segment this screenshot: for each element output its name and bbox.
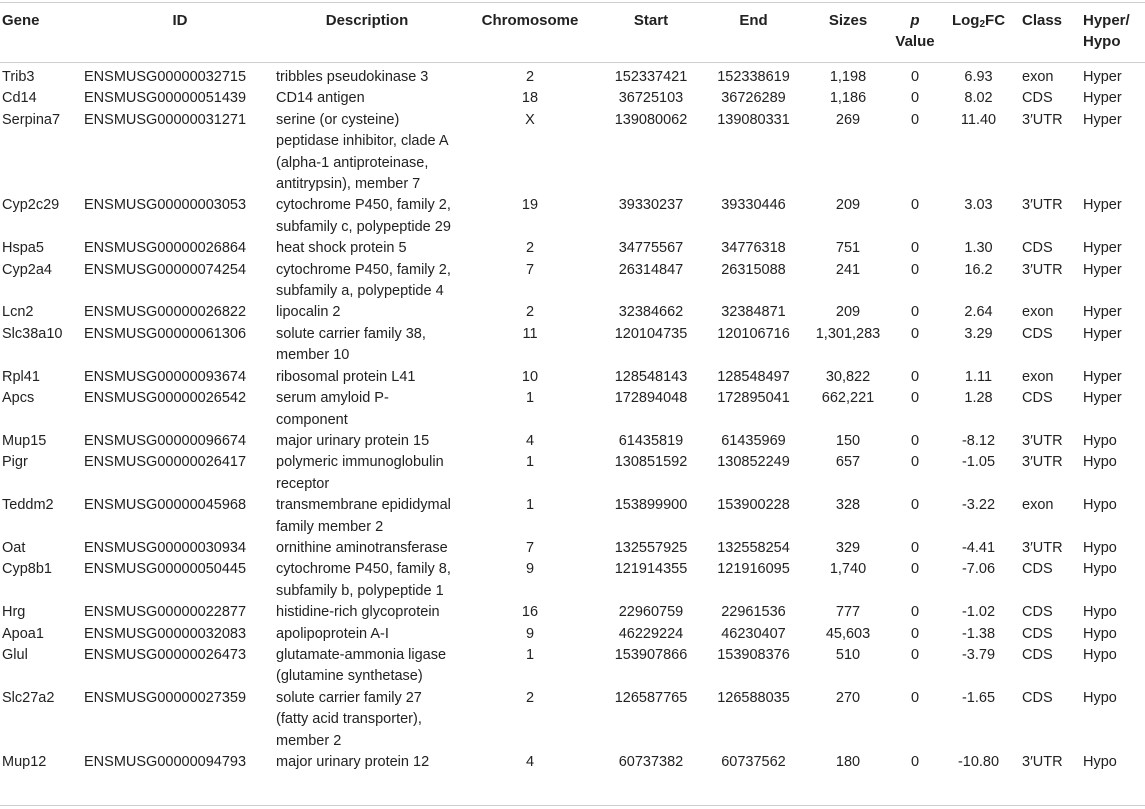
cell-chromosome: 4: [525, 432, 535, 449]
cell-log2fc: -10.80: [957, 754, 1000, 770]
table-row: [0, 367, 1145, 388]
table-row: [0, 495, 1145, 538]
cell-hyper-hypo: Hyper: [1083, 90, 1122, 107]
cell-log2fc: 1.11: [964, 368, 993, 385]
cell-start: 32384662: [618, 304, 684, 321]
cell-class: 3′UTR: [1022, 261, 1063, 278]
cell-gene: Cyp2c29: [2, 197, 60, 214]
cell-gene: Mup15: [2, 432, 47, 449]
cell-hyper-hypo: Hypo: [1083, 454, 1117, 471]
cell-class: CDS: [1022, 689, 1053, 706]
cell-description: tribbles pseudokinase 3: [276, 69, 429, 85]
cell-p-value: 0: [910, 646, 920, 663]
cell-chromosome: X: [525, 111, 535, 128]
cell-log2fc: -1.65: [961, 689, 996, 706]
cell-end: 172895041: [717, 390, 790, 407]
cell-class: exon: [1022, 69, 1054, 85]
cell-gene: Cyp8b1: [2, 561, 52, 578]
cell-hyper-hypo: Hypo: [1083, 646, 1117, 663]
cell-gene: Glul: [2, 646, 28, 663]
cell-class: CDS: [1022, 561, 1053, 578]
cell-class: exon: [1022, 304, 1054, 321]
cell-end: 139080331: [717, 111, 790, 128]
cell-start: 26314847: [618, 261, 684, 278]
cell-end: 61435969: [721, 432, 786, 449]
cell-end: 126588035: [717, 689, 790, 706]
cell-sizes: 180: [835, 754, 861, 770]
table-row: [0, 324, 1145, 367]
cell-sizes: 270: [835, 689, 861, 706]
cell-id: ENSMUSG00000026542: [84, 390, 247, 407]
cell-chromosome: 2: [525, 69, 535, 85]
cell-class: CDS: [1022, 604, 1053, 621]
table-row: [0, 88, 1145, 109]
cell-log2fc: -3.22: [961, 497, 996, 514]
cell-id: ENSMUSG00000027359: [84, 689, 247, 706]
cell-hyper-hypo: Hyper: [1083, 325, 1122, 342]
gene-table: [0, 4, 1145, 773]
cell-start: 36725103: [618, 90, 684, 107]
cell-p-value: 0: [910, 604, 920, 621]
table-row: [0, 538, 1145, 559]
cell-start: 121914355: [614, 561, 688, 578]
cell-hyper-hypo: Hyper: [1083, 69, 1122, 85]
cell-description: serum amyloid P-component: [276, 390, 389, 428]
cell-start: 126587765: [614, 689, 688, 706]
cell-chromosome: 16: [521, 604, 539, 621]
cell-start: 130851592: [614, 454, 688, 471]
header-log-sub: 2: [979, 19, 986, 30]
cell-log2fc: -4.41: [961, 539, 996, 556]
cell-start: 152337421: [614, 69, 688, 85]
cell-hyper-hypo: Hypo: [1083, 604, 1117, 621]
cell-id: ENSMUSG00000094793: [84, 754, 247, 770]
cell-hyper-hypo: Hyper: [1083, 111, 1122, 128]
cell-log2fc: -1.38: [961, 625, 996, 642]
header-sizes: Sizes: [828, 12, 868, 29]
cell-gene: Slc27a2: [2, 689, 55, 706]
cell-p-value: 0: [910, 90, 920, 107]
cell-gene: Teddm2: [2, 497, 54, 514]
cell-log2fc: 3.03: [964, 197, 993, 214]
cell-gene: Lcn2: [2, 304, 34, 321]
cell-chromosome: 19: [521, 197, 539, 214]
cell-p-value: 0: [910, 261, 920, 278]
table-row: [0, 624, 1145, 645]
table-row: [0, 302, 1145, 323]
cell-class: CDS: [1022, 646, 1053, 663]
cell-hyper-hypo: Hyper: [1083, 304, 1122, 321]
table-row: [0, 452, 1145, 495]
cell-gene: Slc38a10: [2, 325, 63, 342]
cell-id: ENSMUSG00000061306: [84, 325, 247, 342]
cell-sizes: 1,186: [829, 90, 867, 107]
cell-description: ornithine aminotransferase: [276, 539, 448, 556]
cell-description: transmembrane epididymal family member 2: [276, 497, 451, 535]
cell-sizes: 209: [835, 304, 861, 321]
cell-end: 39330446: [721, 197, 786, 214]
cell-description: CD14 antigen: [276, 90, 365, 107]
header-log2fc: [935, 4, 1022, 62]
cell-class: 3′UTR: [1022, 539, 1063, 556]
cell-class: exon: [1022, 497, 1054, 514]
cell-p-value: 0: [910, 497, 920, 514]
table-body: [0, 62, 1145, 773]
cell-gene: Hspa5: [2, 240, 44, 257]
cell-start: 153899900: [614, 497, 688, 514]
cell-start: 128548143: [614, 368, 688, 385]
table-row: [0, 431, 1145, 452]
cell-log2fc: 6.93: [964, 69, 993, 85]
cell-gene: Mup12: [2, 754, 47, 770]
top-rule: [0, 2, 1145, 3]
cell-class: 3′UTR: [1022, 754, 1063, 770]
header-class: Class: [1022, 12, 1063, 29]
table-row: [0, 752, 1145, 773]
cell-end: 132558254: [717, 539, 790, 556]
cell-log2fc: -1.05: [961, 454, 996, 471]
cell-sizes: 209: [835, 197, 861, 214]
cell-end: 153900228: [717, 497, 790, 514]
cell-start: 61435819: [618, 432, 684, 449]
cell-gene: Cyp2a4: [2, 261, 52, 278]
cell-p-value: 0: [910, 561, 920, 578]
cell-start: 153907866: [614, 646, 688, 663]
cell-id: ENSMUSG00000093674: [84, 368, 247, 385]
header-start: Start: [633, 12, 669, 29]
cell-end: 153908376: [717, 646, 790, 663]
cell-description: solute carrier family 38, member 10: [276, 325, 426, 364]
cell-p-value: 0: [910, 111, 920, 128]
cell-description: major urinary protein 12: [276, 754, 430, 770]
cell-start: 46229224: [618, 625, 684, 642]
table-row: [0, 645, 1145, 688]
cell-start: 132557925: [614, 539, 688, 556]
header-hyper-line1: Hyper/: [1083, 12, 1130, 29]
cell-sizes: 328: [835, 497, 861, 514]
cell-log2fc: -7.06: [961, 561, 996, 578]
cell-sizes: 777: [835, 604, 861, 621]
header-hyper-line2: Hypo: [1083, 33, 1121, 50]
cell-class: 3′UTR: [1022, 111, 1063, 128]
cell-log2fc: -8.12: [961, 432, 996, 449]
cell-description: ribosomal protein L41: [276, 368, 416, 385]
cell-gene: Rpl41: [2, 368, 40, 385]
cell-p-value: 0: [910, 69, 920, 85]
cell-end: 130852249: [717, 454, 790, 471]
table-row: [0, 559, 1145, 602]
cell-chromosome: 1: [525, 497, 535, 514]
cell-class: CDS: [1022, 240, 1053, 257]
cell-end: 26315088: [721, 261, 786, 278]
cell-end: 120106716: [717, 325, 790, 342]
cell-chromosome: 4: [525, 754, 535, 770]
cell-hyper-hypo: Hyper: [1083, 197, 1122, 214]
cell-chromosome: 1: [525, 390, 535, 407]
cell-start: 139080062: [614, 111, 688, 128]
cell-p-value: 0: [910, 197, 920, 214]
cell-p-value: 0: [910, 390, 920, 407]
cell-p-value: 0: [910, 240, 920, 257]
cell-end: 22961536: [721, 604, 786, 621]
cell-id: ENSMUSG00000032715: [84, 69, 247, 85]
cell-sizes: 751: [835, 240, 861, 257]
cell-chromosome: 1: [525, 646, 535, 663]
cell-description: lipocalin 2: [276, 304, 341, 321]
cell-gene: Pigr: [2, 454, 28, 471]
cell-chromosome: 2: [525, 240, 535, 257]
cell-hyper-hypo: Hyper: [1083, 261, 1122, 278]
cell-gene: Hrg: [2, 604, 26, 621]
cell-log2fc: 1.30: [964, 240, 993, 257]
cell-gene: Serpina7: [2, 111, 61, 128]
header-p-italic: p: [910, 12, 920, 29]
table-row: [0, 688, 1145, 752]
cell-class: exon: [1022, 368, 1054, 385]
cell-p-value: 0: [910, 368, 920, 385]
cell-description: histidine-rich glycoprotein: [276, 604, 440, 621]
cell-description: cytochrome P450, family 8, subfamily b, polypeptide 1: [276, 561, 451, 599]
cell-start: 172894048: [614, 390, 688, 407]
cell-sizes: 269: [835, 111, 861, 128]
cell-id: ENSMUSG00000022877: [84, 604, 247, 621]
cell-log2fc: -1.02: [961, 604, 996, 621]
cell-chromosome: 18: [521, 90, 539, 107]
cell-description: polymeric immunoglobulin receptor: [276, 454, 444, 492]
cell-start: 120104735: [614, 325, 688, 342]
header-log-pre: Log: [951, 12, 980, 29]
cell-id: ENSMUSG00000026864: [84, 240, 247, 257]
table-row: [0, 110, 1145, 196]
cell-log2fc: 11.40: [960, 111, 997, 128]
cell-log2fc: 1.28: [964, 390, 993, 407]
header-description: Description: [325, 12, 409, 29]
cell-p-value: 0: [910, 432, 920, 449]
cell-id: ENSMUSG00000026417: [84, 454, 247, 471]
cell-id: ENSMUSG00000032083: [84, 625, 247, 642]
cell-sizes: 1,740: [829, 561, 867, 578]
cell-sizes: 45,603: [825, 625, 871, 642]
cell-sizes: 657: [835, 454, 861, 471]
cell-hyper-hypo: Hypo: [1083, 754, 1117, 770]
cell-id: ENSMUSG00000003053: [84, 197, 247, 214]
header-chromosome: Chromosome: [481, 12, 579, 29]
cell-chromosome: 9: [525, 561, 535, 578]
cell-end: 152338619: [717, 69, 790, 85]
cell-chromosome: 1: [525, 454, 535, 471]
cell-hyper-hypo: Hypo: [1083, 497, 1117, 514]
cell-end: 46230407: [721, 625, 786, 642]
table-row: [0, 602, 1145, 623]
cell-end: 128548497: [717, 368, 790, 385]
cell-end: 121916095: [717, 561, 790, 578]
table-row: [0, 388, 1145, 431]
cell-class: 3′UTR: [1022, 454, 1063, 471]
cell-id: ENSMUSG00000050445: [84, 561, 247, 578]
cell-id: ENSMUSG00000030934: [84, 539, 247, 556]
cell-start: 34775567: [618, 240, 684, 257]
cell-hyper-hypo: Hyper: [1083, 240, 1122, 257]
cell-description: cytochrome P450, family 2, subfamily a, polypeptide 4: [276, 261, 451, 300]
cell-class: 3′UTR: [1022, 432, 1063, 449]
table-row: [0, 62, 1145, 88]
cell-id: ENSMUSG00000074254: [84, 261, 247, 278]
cell-hyper-hypo: Hypo: [1083, 625, 1117, 642]
cell-log2fc: 8.02: [964, 90, 993, 107]
table-row: [0, 238, 1145, 259]
cell-class: CDS: [1022, 390, 1053, 407]
cell-chromosome: 9: [525, 625, 535, 642]
cell-description: heat shock protein 5: [276, 240, 407, 257]
cell-chromosome: 10: [521, 368, 539, 385]
cell-p-value: 0: [910, 689, 920, 706]
cell-hyper-hypo: Hypo: [1083, 561, 1117, 578]
cell-id: ENSMUSG00000045968: [84, 497, 247, 514]
cell-start: 39330237: [618, 197, 684, 214]
header-gene: Gene: [2, 12, 40, 29]
cell-chromosome: 11: [522, 325, 538, 342]
header-hyper-hypo: [1083, 4, 1145, 62]
cell-class: 3′UTR: [1022, 197, 1063, 214]
cell-sizes: 1,198: [829, 69, 867, 85]
cell-id: ENSMUSG00000051439: [84, 90, 247, 107]
cell-p-value: 0: [910, 625, 920, 642]
cell-p-value: 0: [910, 325, 920, 342]
cell-p-value: 0: [910, 754, 920, 770]
cell-description: glutamate-ammonia ligase (glutamine synthetase): [276, 646, 447, 685]
table-row: [0, 195, 1145, 238]
cell-end: 36726289: [721, 90, 786, 107]
cell-hyper-hypo: Hyper: [1083, 368, 1122, 385]
cell-sizes: 150: [835, 432, 861, 449]
cell-p-value: 0: [910, 454, 920, 471]
cell-sizes: 241: [835, 261, 861, 278]
cell-end: 60737562: [721, 754, 786, 770]
cell-gene: Cd14: [2, 90, 37, 107]
header-id: ID: [172, 12, 188, 29]
cell-sizes: 662,221: [821, 390, 875, 407]
cell-class: CDS: [1022, 90, 1053, 107]
header-row: [0, 4, 1145, 62]
cell-end: 32384871: [721, 304, 786, 321]
cell-sizes: 30,822: [825, 368, 871, 385]
cell-log2fc: 3.29: [964, 325, 993, 342]
cell-id: ENSMUSG00000096674: [84, 432, 247, 449]
cell-description: solute carrier family 27 (fatty acid transporter), member 2: [276, 689, 422, 749]
cell-gene: Apoa1: [2, 625, 44, 642]
cell-id: ENSMUSG00000031271: [84, 111, 247, 128]
cell-start: 22960759: [618, 604, 684, 621]
cell-chromosome: 2: [525, 689, 535, 706]
cell-id: ENSMUSG00000026822: [84, 304, 247, 321]
cell-start: 60737382: [618, 754, 684, 770]
header-end: End: [739, 12, 768, 29]
header-log-post: FC: [985, 12, 1006, 29]
cell-log2fc: 16.2: [964, 261, 993, 278]
cell-chromosome: 7: [525, 539, 535, 556]
cell-description: cytochrome P450, family 2, subfamily c, polypeptide 29: [276, 197, 451, 235]
cell-hyper-hypo: Hypo: [1083, 689, 1117, 706]
cell-gene: Oat: [2, 539, 26, 556]
cell-log2fc: -3.79: [961, 646, 996, 663]
cell-chromosome: 2: [525, 304, 535, 321]
cell-end: 34776318: [721, 240, 786, 257]
cell-class: CDS: [1022, 325, 1053, 342]
cell-log2fc: 2.64: [964, 304, 993, 321]
cell-id: ENSMUSG00000026473: [84, 646, 247, 663]
cell-description: major urinary protein 15: [276, 432, 430, 449]
cell-sizes: 1,301,283: [815, 325, 881, 342]
cell-hyper-hypo: Hypo: [1083, 432, 1117, 449]
cell-class: CDS: [1022, 625, 1053, 642]
bottom-rule: [0, 805, 1145, 806]
cell-p-value: 0: [910, 539, 920, 556]
cell-sizes: 329: [835, 539, 861, 556]
cell-description: serine (or cysteine) peptidase inhibitor, clade A (alpha-1 antiproteinase, antitrypsin), member 7: [276, 111, 448, 193]
cell-gene: Apcs: [2, 390, 35, 407]
header-p-value: [895, 4, 935, 62]
table-row: [0, 260, 1145, 303]
cell-sizes: 510: [835, 646, 861, 663]
cell-p-value: 0: [910, 304, 920, 321]
cell-gene: Trib3: [2, 69, 35, 85]
cell-description: apolipoprotein A-I: [276, 625, 389, 642]
cell-hyper-hypo: Hyper: [1083, 390, 1122, 407]
cell-chromosome: 7: [525, 261, 535, 278]
header-p-rest: Value: [895, 33, 935, 50]
cell-hyper-hypo: Hypo: [1083, 539, 1117, 556]
